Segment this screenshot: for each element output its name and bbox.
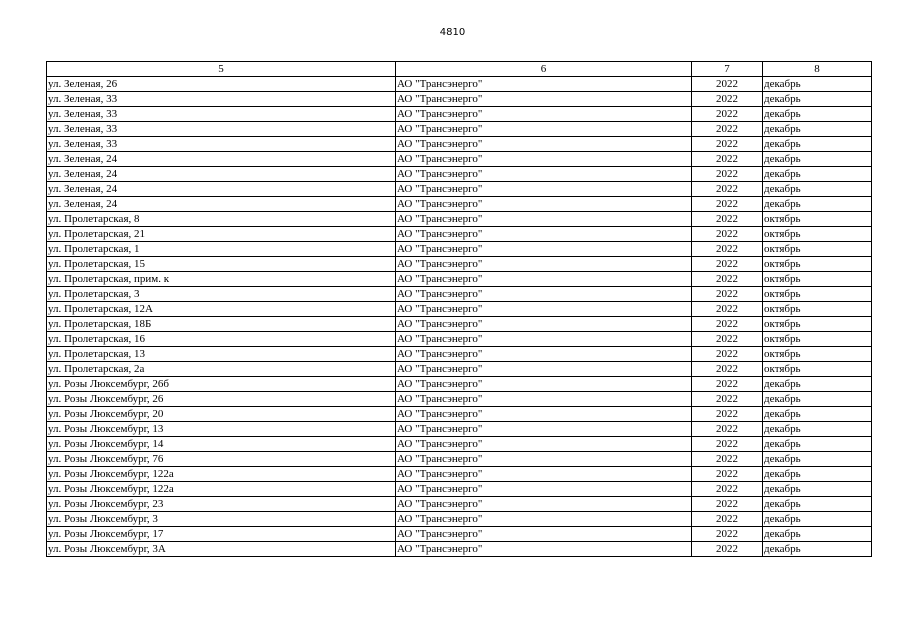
month-cell: декабрь — [763, 482, 872, 497]
address-cell: ул. Розы Люксембург, 122а — [47, 482, 396, 497]
address-cell: ул. Зеленая, 33 — [47, 122, 396, 137]
month-cell: декабрь — [763, 107, 872, 122]
organization-cell: АО "Трансэнерго" — [396, 212, 692, 227]
address-cell: ул. Пролетарская, 18Б — [47, 317, 396, 332]
address-cell: ул. Розы Люксембург, 3А — [47, 542, 396, 557]
organization-cell: АО "Трансэнерго" — [396, 422, 692, 437]
page-number: 4810 — [439, 27, 466, 38]
year-cell: 2022 — [692, 392, 763, 407]
address-cell: ул. Пролетарская, 3 — [47, 287, 396, 302]
table-row — [47, 437, 872, 452]
table-row — [47, 122, 872, 137]
organization-cell: АО "Трансэнерго" — [396, 452, 692, 467]
table-row — [47, 137, 872, 152]
table-row — [47, 92, 872, 107]
address-cell: ул. Пролетарская, 12А — [47, 302, 396, 317]
year-cell: 2022 — [692, 137, 763, 152]
year-cell: 2022 — [692, 332, 763, 347]
year-cell: 2022 — [692, 287, 763, 302]
month-cell: декабрь — [763, 437, 872, 452]
organization-cell: АО "Трансэнерго" — [396, 272, 692, 287]
table-row — [47, 377, 872, 392]
table-row — [47, 257, 872, 272]
month-cell: октябрь — [763, 347, 872, 362]
month-cell: декабрь — [763, 182, 872, 197]
table-row — [47, 317, 872, 332]
address-cell: ул. Розы Люксембург, 14 — [47, 437, 396, 452]
organization-cell: АО "Трансэнерго" — [396, 377, 692, 392]
month-cell: октябрь — [763, 272, 872, 287]
organization-cell: АО "Трансэнерго" — [396, 182, 692, 197]
year-cell: 2022 — [692, 167, 763, 182]
column-header-5: 5 — [47, 62, 396, 77]
table-row — [47, 152, 872, 167]
month-cell: декабрь — [763, 152, 872, 167]
month-cell: октябрь — [763, 287, 872, 302]
organization-cell: АО "Трансэнерго" — [396, 152, 692, 167]
year-cell: 2022 — [692, 542, 763, 557]
organization-cell: АО "Трансэнерго" — [396, 257, 692, 272]
month-cell: декабрь — [763, 392, 872, 407]
year-cell: 2022 — [692, 452, 763, 467]
month-cell: декабрь — [763, 452, 872, 467]
table-row — [47, 287, 872, 302]
organization-cell: АО "Трансэнерго" — [396, 527, 692, 542]
table-row — [47, 512, 872, 527]
table-row — [47, 467, 872, 482]
month-cell: октябрь — [763, 242, 872, 257]
month-cell: декабрь — [763, 77, 872, 92]
year-cell: 2022 — [692, 257, 763, 272]
address-cell: ул. Розы Люксембург, 26 — [47, 392, 396, 407]
table-row — [47, 167, 872, 182]
organization-cell: АО "Трансэнерго" — [396, 347, 692, 362]
address-cell: ул. Зеленая, 24 — [47, 182, 396, 197]
organization-cell: АО "Трансэнерго" — [396, 317, 692, 332]
year-cell: 2022 — [692, 92, 763, 107]
year-cell: 2022 — [692, 122, 763, 137]
year-cell: 2022 — [692, 422, 763, 437]
address-cell: ул. Пролетарская, прим. к — [47, 272, 396, 287]
organization-cell: АО "Трансэнерго" — [396, 512, 692, 527]
address-cell: ул. Пролетарская, 16 — [47, 332, 396, 347]
address-cell: ул. Розы Люксембург, 23 — [47, 497, 396, 512]
address-cell: ул. Розы Люксембург, 3 — [47, 512, 396, 527]
year-cell: 2022 — [692, 182, 763, 197]
month-cell: октябрь — [763, 257, 872, 272]
table-row — [47, 272, 872, 287]
organization-cell: АО "Трансэнерго" — [396, 542, 692, 557]
organization-cell: АО "Трансэнерго" — [396, 287, 692, 302]
address-cell: ул. Зеленая, 33 — [47, 107, 396, 122]
table-row — [47, 362, 872, 377]
month-cell: декабрь — [763, 167, 872, 182]
address-cell: ул. Пролетарская, 2а — [47, 362, 396, 377]
table-row — [47, 497, 872, 512]
column-header-7: 7 — [692, 62, 763, 77]
year-cell: 2022 — [692, 302, 763, 317]
table-header — [47, 62, 872, 77]
column-header-6: 6 — [396, 62, 692, 77]
table-row — [47, 332, 872, 347]
address-cell: ул. Розы Люксембург, 26б — [47, 377, 396, 392]
month-cell: октябрь — [763, 332, 872, 347]
address-cell: ул. Зеленая, 26 — [47, 77, 396, 92]
address-cell: ул. Розы Люксембург, 13 — [47, 422, 396, 437]
address-cell: ул. Розы Люксембург, 17 — [47, 527, 396, 542]
month-cell: декабрь — [763, 422, 872, 437]
address-cell: ул. Пролетарская, 1 — [47, 242, 396, 257]
year-cell: 2022 — [692, 497, 763, 512]
month-cell: декабрь — [763, 137, 872, 152]
year-cell: 2022 — [692, 512, 763, 527]
month-cell: октябрь — [763, 212, 872, 227]
organization-cell: АО "Трансэнерго" — [396, 107, 692, 122]
month-cell: октябрь — [763, 227, 872, 242]
organization-cell: АО "Трансэнерго" — [396, 137, 692, 152]
column-header-8: 8 — [763, 62, 872, 77]
address-cell: ул. Зеленая, 24 — [47, 167, 396, 182]
organization-cell: АО "Трансэнерго" — [396, 437, 692, 452]
table-row — [47, 212, 872, 227]
address-cell: ул. Пролетарская, 8 — [47, 212, 396, 227]
year-cell: 2022 — [692, 377, 763, 392]
organization-cell: АО "Трансэнерго" — [396, 497, 692, 512]
address-cell: ул. Розы Люксембург, 20 — [47, 407, 396, 422]
address-cell: ул. Зеленая, 24 — [47, 152, 396, 167]
address-cell: ул. Розы Люксембург, 76 — [47, 452, 396, 467]
table-row — [47, 392, 872, 407]
month-cell: декабрь — [763, 497, 872, 512]
organization-cell: АО "Трансэнерго" — [396, 242, 692, 257]
year-cell: 2022 — [692, 107, 763, 122]
table-row — [47, 227, 872, 242]
organization-cell: АО "Трансэнерго" — [396, 197, 692, 212]
organization-cell: АО "Трансэнерго" — [396, 122, 692, 137]
address-cell: ул. Пролетарская, 15 — [47, 257, 396, 272]
month-cell: октябрь — [763, 362, 872, 377]
address-cell: ул. Зеленая, 24 — [47, 197, 396, 212]
organization-cell: АО "Трансэнерго" — [396, 407, 692, 422]
table-row — [47, 542, 872, 557]
address-cell: ул. Зеленая, 33 — [47, 137, 396, 152]
organization-cell: АО "Трансэнерго" — [396, 362, 692, 377]
organization-cell: АО "Трансэнерго" — [396, 167, 692, 182]
organization-cell: АО "Трансэнерго" — [396, 302, 692, 317]
data-table — [46, 61, 872, 557]
month-cell: декабрь — [763, 527, 872, 542]
table-row — [47, 422, 872, 437]
year-cell: 2022 — [692, 437, 763, 452]
table-row — [47, 347, 872, 362]
month-cell: октябрь — [763, 317, 872, 332]
table-row — [47, 77, 872, 92]
organization-cell: АО "Трансэнерго" — [396, 467, 692, 482]
year-cell: 2022 — [692, 152, 763, 167]
table-row — [47, 182, 872, 197]
table-body — [47, 77, 872, 557]
year-cell: 2022 — [692, 227, 763, 242]
address-cell: ул. Пролетарская, 13 — [47, 347, 396, 362]
header-row — [47, 62, 872, 77]
year-cell: 2022 — [692, 407, 763, 422]
year-cell: 2022 — [692, 482, 763, 497]
year-cell: 2022 — [692, 362, 763, 377]
month-cell: декабрь — [763, 407, 872, 422]
year-cell: 2022 — [692, 77, 763, 92]
table-row — [47, 527, 872, 542]
table-row — [47, 242, 872, 257]
month-cell: декабрь — [763, 542, 872, 557]
table-row — [47, 407, 872, 422]
year-cell: 2022 — [692, 272, 763, 287]
organization-cell: АО "Трансэнерго" — [396, 332, 692, 347]
year-cell: 2022 — [692, 527, 763, 542]
year-cell: 2022 — [692, 197, 763, 212]
table-row — [47, 197, 872, 212]
month-cell: декабрь — [763, 467, 872, 482]
month-cell: декабрь — [763, 122, 872, 137]
year-cell: 2022 — [692, 317, 763, 332]
month-cell: декабрь — [763, 197, 872, 212]
year-cell: 2022 — [692, 467, 763, 482]
address-cell: ул. Зеленая, 33 — [47, 92, 396, 107]
organization-cell: АО "Трансэнерго" — [396, 392, 692, 407]
organization-cell: АО "Трансэнерго" — [396, 482, 692, 497]
month-cell: декабрь — [763, 377, 872, 392]
year-cell: 2022 — [692, 212, 763, 227]
table-row — [47, 107, 872, 122]
organization-cell: АО "Трансэнерго" — [396, 227, 692, 242]
address-cell: ул. Розы Люксембург, 122а — [47, 467, 396, 482]
table-row — [47, 452, 872, 467]
month-cell: декабрь — [763, 512, 872, 527]
table-row — [47, 482, 872, 497]
year-cell: 2022 — [692, 347, 763, 362]
month-cell: декабрь — [763, 92, 872, 107]
address-cell: ул. Пролетарская, 21 — [47, 227, 396, 242]
year-cell: 2022 — [692, 242, 763, 257]
organization-cell: АО "Трансэнерго" — [396, 77, 692, 92]
table-row — [47, 302, 872, 317]
month-cell: октябрь — [763, 302, 872, 317]
organization-cell: АО "Трансэнерго" — [396, 92, 692, 107]
